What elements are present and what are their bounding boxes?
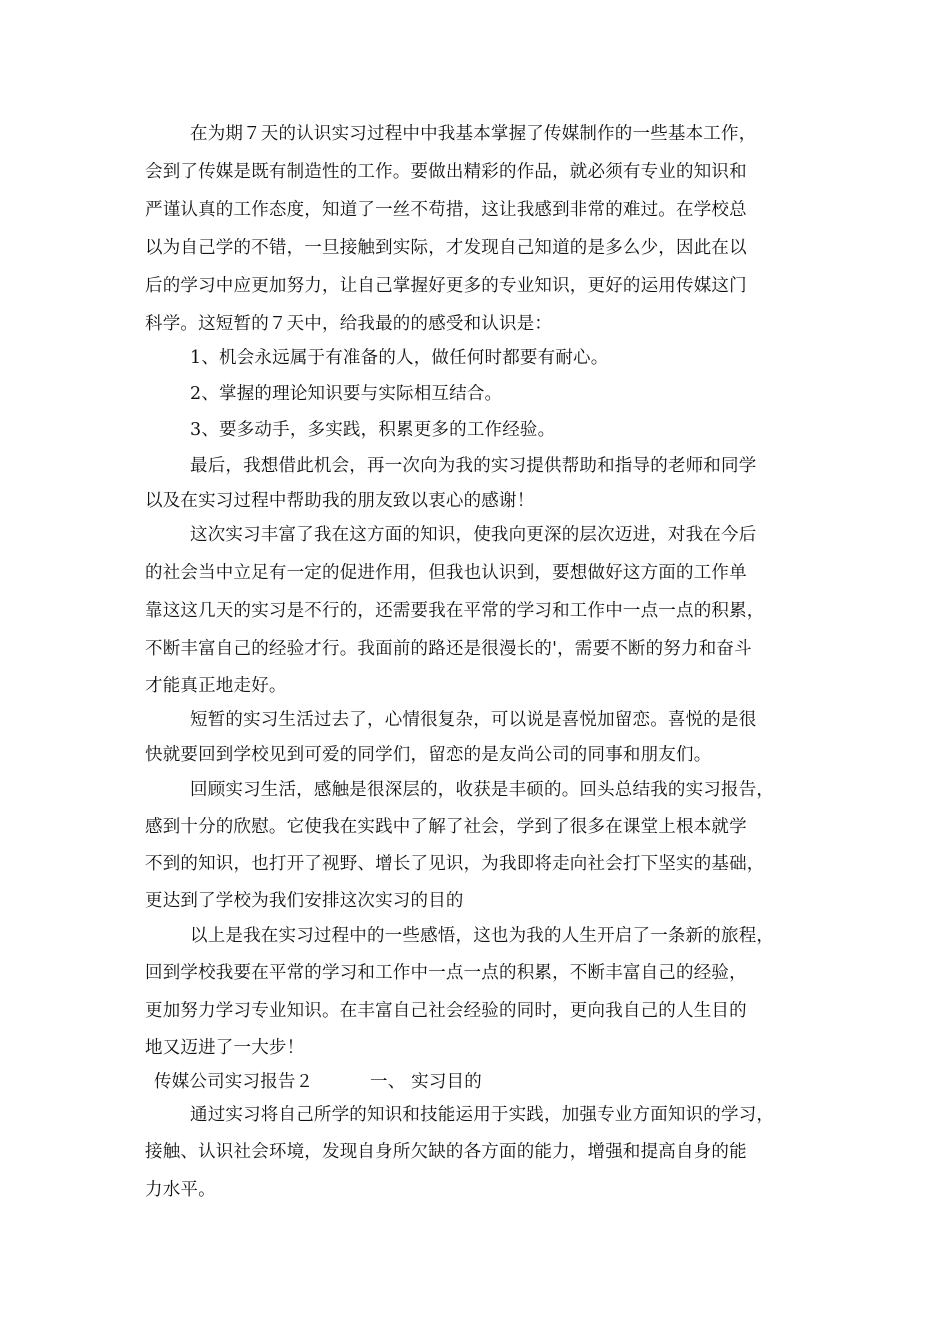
paragraph-line: 感到十分的欣慰。它使我在实践中了解了社会，学到了很多在课堂上根本就学 (145, 817, 747, 837)
paragraph-line: 严谨认真的工作态度，知道了一丝不苟措，这让我感到非常的难过。在学校总 (145, 200, 747, 220)
paragraph-line: 以为自己学的不错，一旦接触到实际，才发现自己知道的是多么少，因此在以 (145, 238, 747, 258)
paragraph-line: 不到的知识，也打开了视野、增长了见识，为我即将走向社会打下坚实的基础， (145, 854, 765, 874)
paragraph-line: 以及在实习过程中帮助我的朋友致以衷心的感谢！ (145, 491, 535, 511)
paragraph-line: 更达到了学校为我们安排这次实习的目的 (145, 891, 464, 911)
paragraph-line: 会到了传媒是既有制造性的工作。要做出精彩的作品，就必须有专业的知识和 (145, 162, 747, 182)
paragraph-line: 不断丰富自己的经验才行。我面前的路还是很漫长的'，需要不断的努力和奋斗 (145, 639, 752, 659)
paragraph-line: 这次实习丰富了我在这方面的知识，使我向更深的层次迈进，对我在今后 (190, 525, 757, 545)
paragraph-line: 靠这这几天的实习是不行的，还需要我在平常的学习和工作中一点一点的积累， (145, 601, 765, 621)
paragraph-line: 后的学习中应更加努力，让自己掌握好更多的专业知识，更好的运用传媒这门 (145, 276, 747, 296)
paragraph-line: 通过实习将自己所学的知识和技能运用于实践，加强专业方面知识的学习， (190, 1105, 775, 1125)
paragraph-line: 以上是我在实习过程中的一些感悟，这也为我的人生开启了一条新的旅程， (190, 926, 775, 946)
paragraph-line: 才能真正地走好。 (145, 676, 287, 696)
paragraph-line: 接触、认识社会环境，发现自身所欠缺的各方面的能力，增强和提高自身的能 (145, 1142, 747, 1162)
paragraph-line: 最后，我想借此机会，再一次向为我的实习提供帮助和指导的老师和同学 (190, 456, 757, 476)
section-heading-subtitle: 一、 实习目的 (370, 1072, 482, 1092)
paragraph-line: 的社会当中立足有一定的促进作用，但我也认识到，要想做好这方面的工作单 (145, 563, 747, 583)
paragraph-line: 快就要回到学校见到可爱的同学们，留恋的是友尚公司的同事和朋友们。 (145, 745, 712, 765)
list-item: 3、要多动手，多实践，积累更多的工作经验。 (190, 420, 556, 440)
paragraph-line: 力水平。 (145, 1180, 216, 1200)
paragraph-line: 地又迈进了一大步！ (145, 1038, 305, 1058)
paragraph-line: 回顾实习生活，感触是很深层的，收获是丰硕的。回头总结我的实习报告， (190, 780, 775, 800)
paragraph-line: 科学。这短暂的７天中，给我最的的感受和认识是： (145, 314, 553, 334)
paragraph-line: 更加努力学习专业知识。在丰富自己社会经验的同时，更向我自己的人生目的 (145, 1001, 747, 1021)
list-item: 1、机会永远属于有准备的人，做任何时都要有耐心。 (190, 348, 609, 368)
list-item: 2、掌握的理论知识要与实际相互结合。 (190, 384, 503, 404)
paragraph-line: 在为期７天的认识实习过程中中我基本掌握了传媒制作的一些基本工作， (190, 124, 757, 144)
paragraph-line: 短暂的实习生活过去了，心情很复杂，可以说是喜悦加留恋。喜悦的是很 (190, 710, 757, 730)
section-heading-title: 传媒公司实习报告２ (154, 1072, 314, 1092)
paragraph-line: 回到学校我要在平常的学习和工作中一点一点的积累，不断丰富自己的经验， (145, 963, 747, 983)
